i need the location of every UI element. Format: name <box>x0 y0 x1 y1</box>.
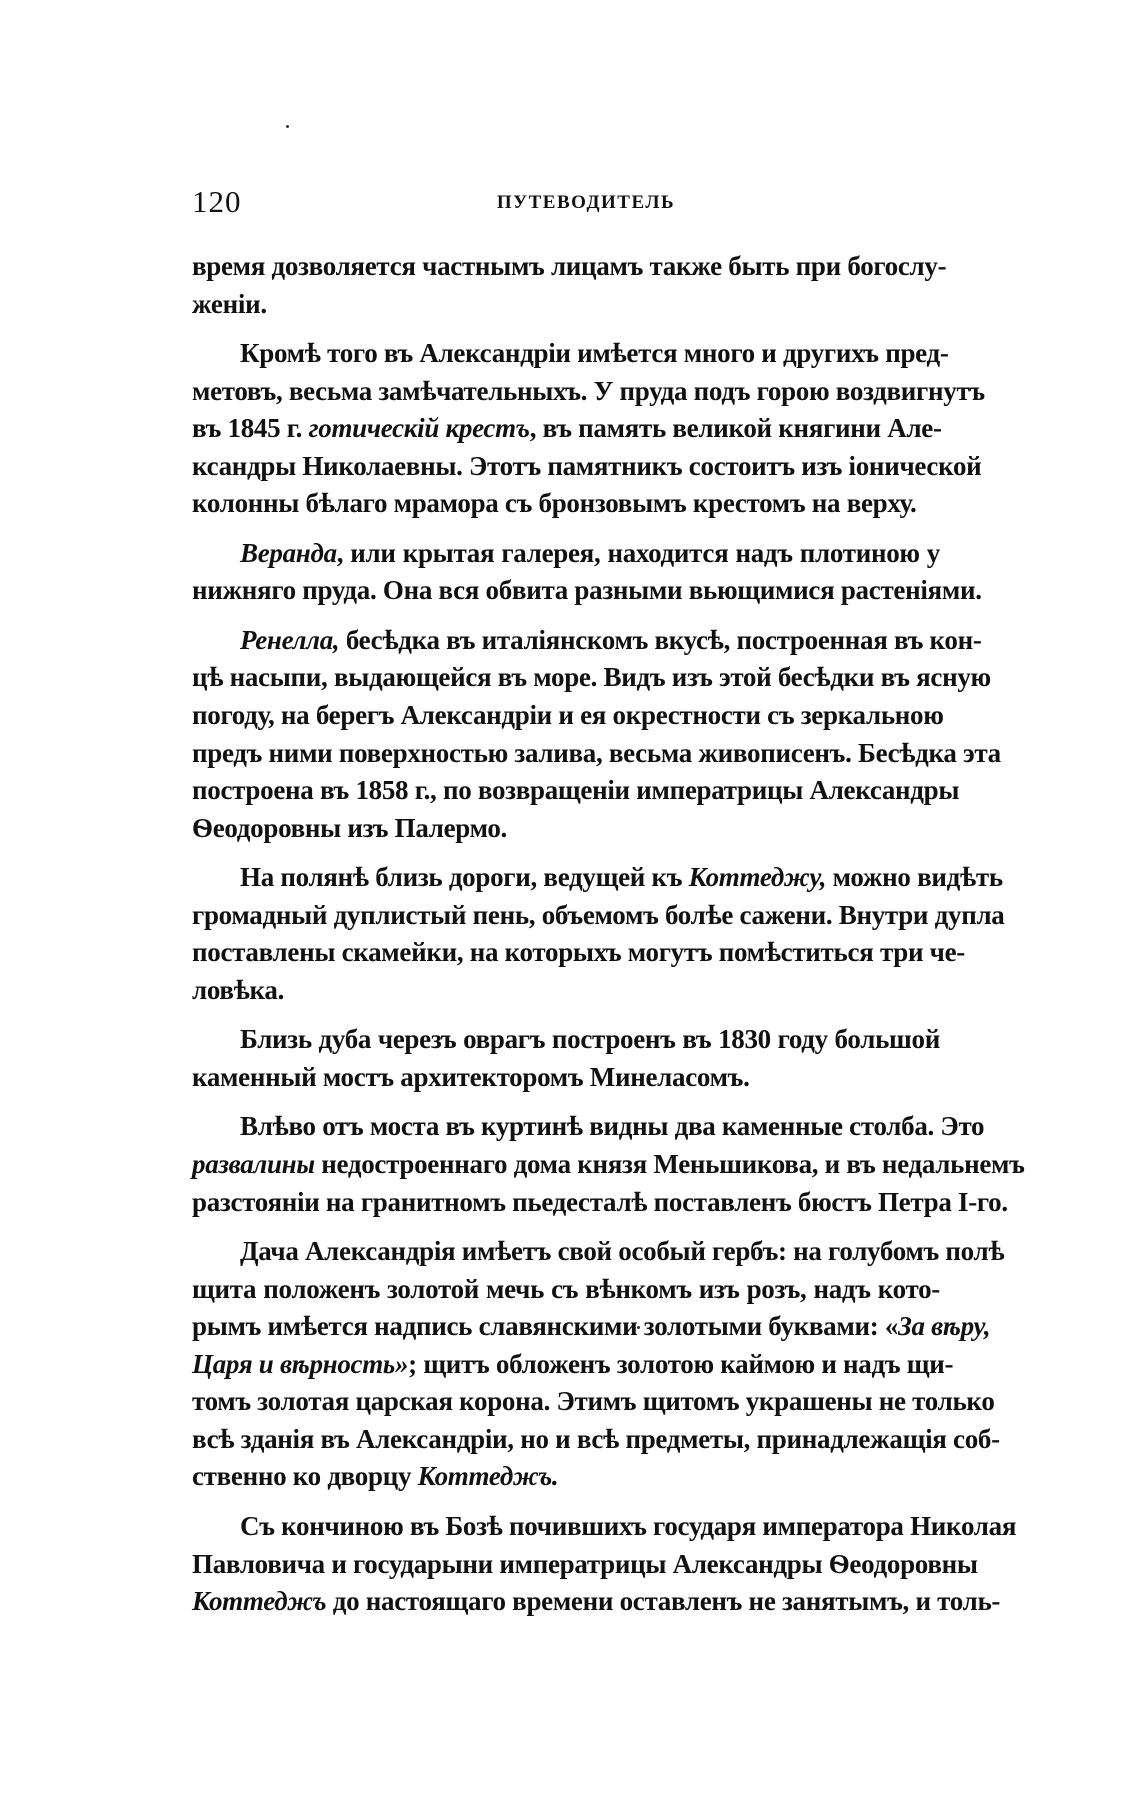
text-line: разстояніи на гранитномъ пьедесталѣ поставленъ бюстъ Петра I-го. <box>192 1186 1008 1217</box>
emphasis-motto-start: За вѣру, <box>898 1311 991 1342</box>
text-line: построена въ 1858 г., по возвращеніи императрицы Александры <box>192 775 960 806</box>
paragraph-start: Веранда, или крытая галерея, находится надъ плотиною у <box>240 537 940 568</box>
paragraph-start: Влѣво отъ моста въ куртинѣ видны два каменные столба. Это <box>240 1111 985 1142</box>
page-header <box>192 182 940 222</box>
emphasis-gothic-cross: готическій крестъ <box>308 413 530 444</box>
paragraph-start: Ренелла, бесѣдка въ италіянскомъ вкусѣ, построенная въ кон- <box>240 624 982 655</box>
emphasis-cottage: Коттеджъ <box>192 1586 327 1617</box>
text-line: поставлены скамейки, на которыхъ могутъ помѣститься три че- <box>192 937 965 968</box>
text-line: Павловича и государыни императрицы Александры Ѳеодоровны <box>192 1548 978 1579</box>
text-line: ловѣка. <box>192 974 285 1005</box>
text-line: томъ золотая царская корона. Этимъ щитомъ украшены не только <box>192 1386 995 1417</box>
text-line: въ 1845 г. готическій крестъ, въ память великой княгини Але- <box>192 413 942 444</box>
text-line: метовъ, весьма замѣчательныхъ. У пруда подъ горою воздвигнутъ <box>192 375 985 406</box>
text-line: всѣ зданія въ Александріи, но и всѣ предметы, принадлежащія соб- <box>192 1423 1000 1454</box>
text-line: щита положенъ золотой мечь съ вѣнкомъ изъ розъ, надъ кото- <box>192 1273 940 1304</box>
text-line: колонны бѣлаго мрамора съ бронзовымъ крестомъ на верху. <box>192 488 917 519</box>
text-line: ственно ко дворцу Коттеджъ. <box>192 1461 559 1492</box>
page-body <box>192 248 1025 1621</box>
text-line: время дозволяется частнымъ лицамъ также быть при богослу- <box>192 251 947 281</box>
text-line: Коттеджъ до настоящаго времени оставленъ не занятымъ, и толь- <box>192 1586 1001 1617</box>
emphasis-cottage: Коттеджу, <box>688 862 827 893</box>
text-line: предъ ними поверхностью залива, весьма живописенъ. Бесѣдка эта <box>192 737 1001 768</box>
emphasis-motto-end: Царя и вѣрность» <box>192 1348 409 1379</box>
text-line: развалины недостроеннаго дома князя Меньшикова, и въ недальнемъ <box>192 1149 1025 1180</box>
page-number: 120 <box>192 184 242 219</box>
emphasis-ruins: развалины <box>192 1149 315 1180</box>
emphasis-cottage: Коттеджъ. <box>417 1461 559 1492</box>
paragraph-start: Съ кончиною въ Бозѣ почившихъ государя императора Николая <box>240 1510 1017 1541</box>
paragraph-start: Близь дуба черезъ оврагъ построенъ въ 1830 году большой <box>240 1024 940 1055</box>
emphasis-veranda: Веранда <box>240 537 337 568</box>
text-line: каменный мостъ архитекторомъ Минеласомъ. <box>192 1061 750 1092</box>
paragraph-start: На полянѣ близь дороги, ведущей къ Коттеджу, можно видѣть <box>240 862 1003 893</box>
paragraph-start: Кромѣ того въ Александріи имѣется много и другихъ пред- <box>240 338 949 369</box>
paragraph-start: Дача Александрія имѣетъ свой особый гербъ: на голубомъ полѣ <box>240 1236 1005 1267</box>
text-line: ксандры Николаевны. Этотъ памятникъ состоитъ изъ іонической <box>192 450 982 481</box>
text-line: Царя и вѣрность»; щитъ обложенъ золотою каймою и надъ щи- <box>192 1348 954 1379</box>
text-line: рымъ имѣется надпись славянскими золотыми буквами: «За вѣру, <box>192 1311 991 1342</box>
print-speck-top <box>286 125 289 128</box>
text-line: Ѳеодоровны изъ Палермо. <box>192 812 507 843</box>
running-head: ПУТЕВОДИТЕЛЬ <box>496 192 676 213</box>
text-line: нижняго пруда. Она вся обвита разными вьющимися растеніями. <box>192 575 982 606</box>
text-line: громадный дуплистый пень, объемомъ болѣе сажени. Внутри дупла <box>192 899 1005 930</box>
text-line: цѣ насыпи, выдающейся въ море. Видъ изъ этой бесѣдки въ ясную <box>192 662 991 693</box>
text-line: погоду, на берегъ Александріи и ея окрестности съ зеркальною <box>192 700 944 731</box>
emphasis-renella: Ренелла, <box>240 624 340 655</box>
text-line: женіи. <box>192 288 267 319</box>
